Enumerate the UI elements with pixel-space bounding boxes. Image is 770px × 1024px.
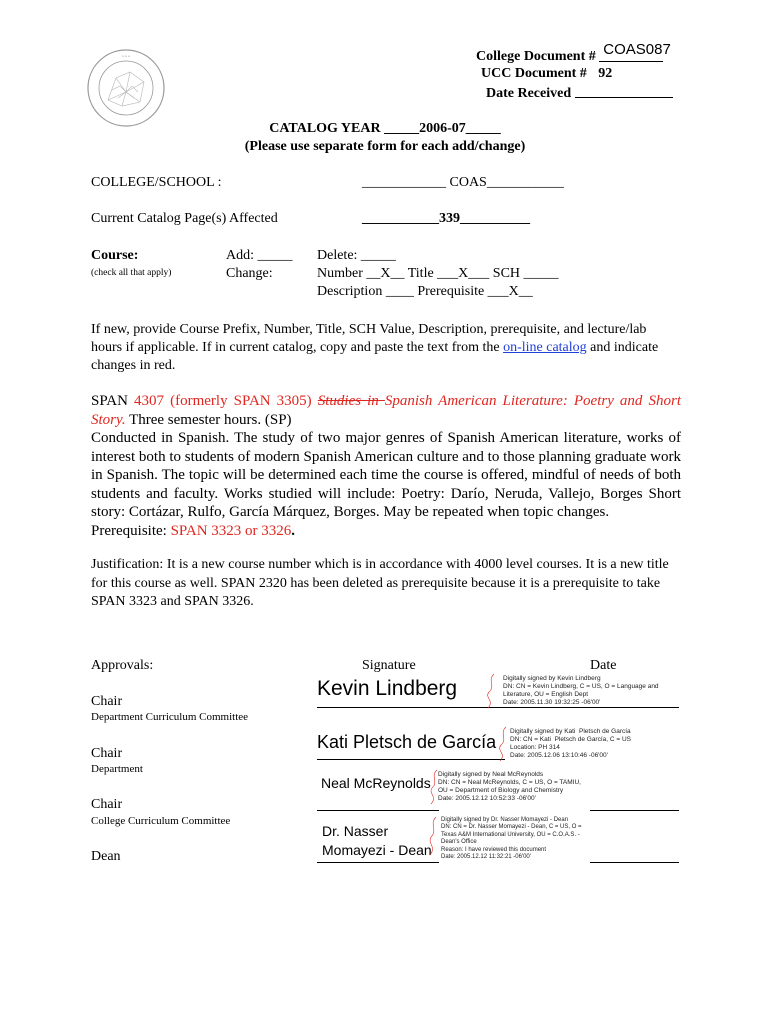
justification: Justification: It is a new course number which is in accordance with 4000 level courses. It is a new title for this course as well. SPAN 2320 has been deleted as prerequisite because it is a prerequisite to take SPAN 3323 and SPAN 3326. (91, 557, 669, 609)
instructions-tail: and indicate changes in red. (91, 340, 659, 373)
ucc-document-number[interactable]: 92 (598, 66, 613, 81)
signature-name-3[interactable]: Neal McReynolds (321, 775, 431, 791)
signature-name-1[interactable]: Kevin Lindberg (317, 677, 458, 700)
catalog-year-value[interactable]: 2006-07 (419, 121, 466, 136)
signature-mark-1 (484, 672, 498, 710)
college-school-value[interactable]: ____________ COAS___________ (362, 175, 564, 190)
date-header: Date (590, 658, 617, 673)
course-label: Course: (91, 248, 139, 263)
online-catalog-link[interactable]: on-line catalog (503, 340, 587, 355)
prerequisite-value: SPAN 3323 or 3326 (170, 522, 292, 539)
approval-body-1: Department Curriculum Committee (91, 711, 249, 723)
course-sublabel: (check all that apply) (91, 268, 172, 278)
signature-details-4: Digitally signed by Dr. Nasser Momayezi - Dean DN: CN = Dr. Nasser Momayezi - Dean, C = US, O = Texas A&M International University, OU = C.O.A.S. - Dean's Office Reason: I have reviewed this document Date: 2005.12.12 11:32:21 -06'00' (441, 817, 582, 861)
instructions-text: If new, provide Course Prefix, Number, Title, SCH Value, Description, prerequisite, and lecture/lab hours if applicable. If in current catalog, copy and paste the text from the (91, 322, 647, 355)
course-delete[interactable]: Delete: _____ (317, 248, 396, 263)
ucc-document-line (481, 66, 612, 82)
signature-details-1: Digitally signed by Kevin Lindberg DN: CN = Kevin Lindberg, C = US, O = Language and Literature, OU = English Dept Date: 2005.11.30 19:32:25 -06'00' (503, 675, 659, 706)
signature-mark-2 (496, 725, 510, 763)
catalog-pages-label: Current Catalog Page(s) Affected (91, 211, 278, 226)
course-entry (91, 392, 681, 540)
college-school-label: COLLEGE/SCHOOL : (91, 175, 222, 190)
course-prefix: SPAN (91, 393, 128, 409)
svg-text:• • •: • • • (122, 55, 130, 60)
signature-name-4[interactable]: Dr. Nasser Momayezi - Dean (322, 823, 432, 858)
signature-line-3 (317, 810, 439, 811)
approvals-title: Approvals: (91, 658, 154, 673)
catalog-year-prefix: CATALOG YEAR _____ (269, 121, 420, 136)
approval-role-1: Chair (91, 694, 123, 709)
signature-line-2 (317, 759, 505, 760)
course-description-prereq[interactable]: Description ____ Prerequisite ___X__ (317, 284, 533, 299)
college-document-label: College Document # (476, 49, 596, 64)
course-new-title: Spanish American Literature: Poetry and Short Story. (91, 393, 681, 428)
signature-details-2: Digitally signed by Kati Pletsch de García DN: CN = Kati Pletsch de García, C = US Location: PH 314 Date: 2005.12.06 13:10:46 -06'00' (510, 728, 632, 759)
signature-mark-4 (427, 815, 439, 857)
catalog-year-suffix: _____ (465, 121, 501, 136)
ucc-document-label: UCC Document # (481, 66, 587, 81)
catalog-pages-value[interactable]: ___________339__________ (362, 211, 530, 226)
catalog-instruction: (Please use separate form for each add/change) (244, 139, 526, 154)
course-hours: Three semester hours. (SP) (125, 411, 292, 428)
approval-role-2: Chair (91, 746, 123, 761)
date-received-field[interactable] (575, 85, 673, 98)
signature-name-2[interactable]: Kati Pletsch de García (317, 732, 497, 752)
course-number-title[interactable]: Number __X__ Title ___X___ SCH _____ (317, 266, 559, 281)
date-line-4 (590, 862, 679, 863)
approval-body-2: Department (91, 763, 143, 775)
signature-details-3: Digitally signed by Neal McReynolds DN: CN = Neal McReynolds, C = US, O = TAMIU, OU = Department of Biology and Chemistry Date: 2005.12.12 10:52:33 -06'00' (438, 771, 581, 802)
course-new-number: 4307 (formerly SPAN 3305) (134, 393, 312, 409)
signature-line-4 (317, 862, 439, 863)
course-add[interactable]: Add: _____ (226, 248, 293, 263)
university-seal (86, 48, 166, 128)
prerequisite-label: Prerequisite: (91, 522, 171, 539)
date-received-label: Date Received (486, 86, 572, 101)
college-document-line (476, 41, 686, 65)
date-line-3 (590, 810, 679, 811)
course-removed-title: Studies in (317, 393, 385, 409)
course-change[interactable]: Change: (226, 266, 273, 281)
instructions (91, 321, 671, 375)
date-received-line (486, 85, 673, 102)
course-description: Conducted in Spanish. The study of two major genres of Spanish American literature, works of interest both to students of modern Spanish American culture and to those planning graduate work in Spanish. The topic will be determined each time the course is offered, mindful of needs of both students and faculty. Works studied will include: Poetry: Darío, Neruda, Vallejo, Borges Short story: Cortázar, Rulfo, García Márquez, Borges. May be repeated when topic changes. (91, 430, 681, 520)
approval-role-3: Chair (91, 797, 123, 812)
prerequisite-period: . (291, 522, 296, 539)
catalog-year (0, 121, 770, 137)
approval-role-4: Dean (91, 849, 121, 864)
approval-body-3: College Curriculum Committee (91, 815, 231, 827)
signature-line-1 (317, 707, 679, 708)
college-document-number[interactable]: COAS087 (599, 47, 663, 62)
signature-header: Signature (362, 658, 416, 673)
